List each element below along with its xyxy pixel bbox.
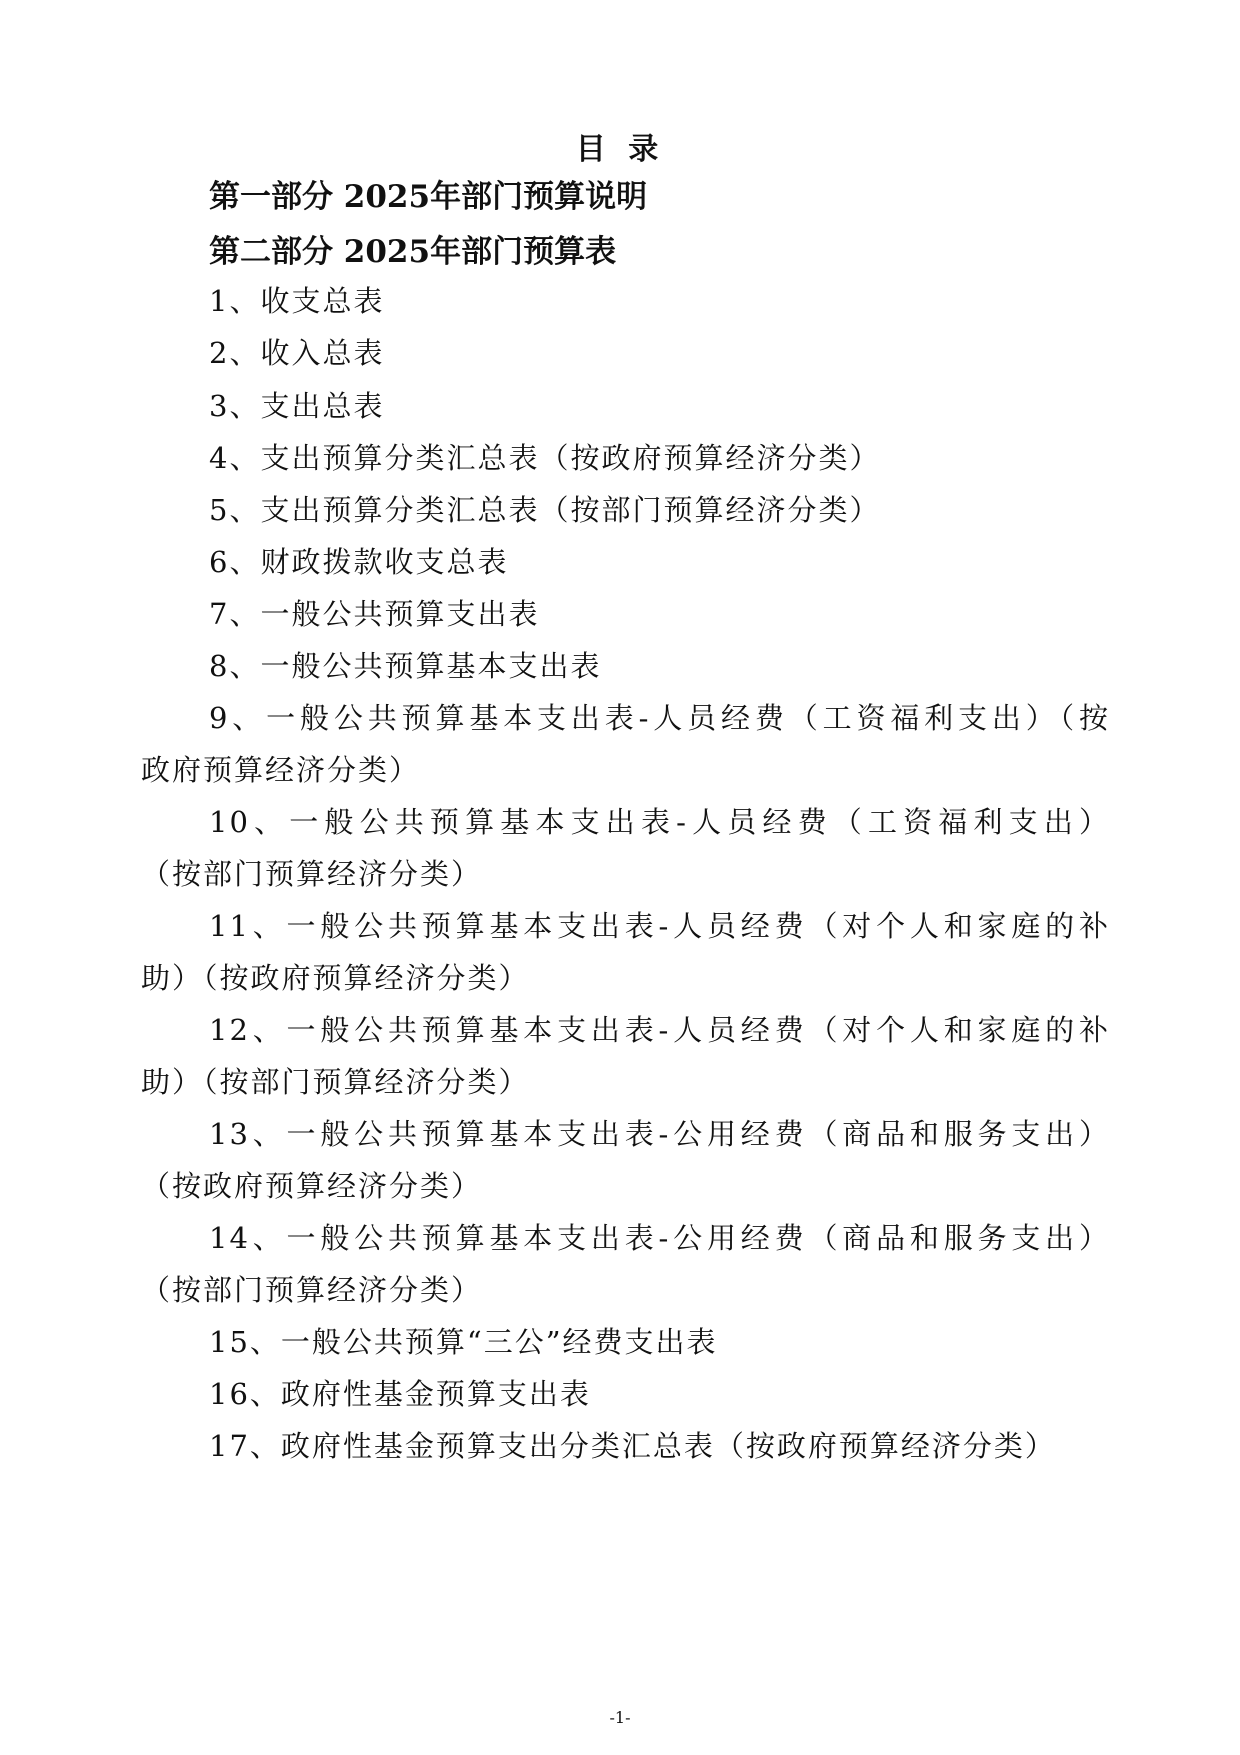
toc-item-5: 5、支出预算分类汇总表（按部门预算经济分类） xyxy=(209,493,881,527)
toc-item-2: 2、收入总表 xyxy=(209,336,385,370)
toc-item-9-line-2: 政府预算经济分类） xyxy=(141,753,421,787)
toc-item-9-line-1: 9、一般公共预算基本支出表-人员经费（工资福利支出）（按 xyxy=(209,701,1110,735)
toc-item-16: 16、政府性基金预算支出表 xyxy=(209,1377,591,1411)
toc-item-15: 15、一般公共预算“三公”经费支出表 xyxy=(209,1325,718,1359)
page-number: -1- xyxy=(609,1708,631,1727)
toc-item-14-line-1: 14、一般公共预算基本支出表-公用经费（商品和服务支出） xyxy=(209,1221,1110,1255)
toc-item-11-line-2: 助）（按政府预算经济分类） xyxy=(141,961,530,995)
toc-item-3: 3、支出总表 xyxy=(209,389,385,423)
toc-item-1: 1、收支总表 xyxy=(209,284,385,318)
toc-item-6: 6、财政拨款收支总表 xyxy=(209,545,509,579)
toc-part-1: 第一部分 2025年部门预算说明 xyxy=(209,179,648,215)
toc-item-12-line-2: 助）（按部门预算经济分类） xyxy=(141,1065,530,1099)
toc-item-11-line-1: 11、一般公共预算基本支出表-人员经费（对个人和家庭的补 xyxy=(209,909,1110,943)
toc-item-8: 8、一般公共预算基本支出表 xyxy=(209,649,602,683)
toc-item-13-line-2: （按政府预算经济分类） xyxy=(141,1169,483,1203)
toc-title: 目 录 xyxy=(575,132,665,167)
toc-item-10-line-1: 10、一般公共预算基本支出表-人员经费（工资福利支出） xyxy=(209,805,1110,839)
toc-item-7: 7、一般公共预算支出表 xyxy=(209,597,540,631)
toc-item-4: 4、支出预算分类汇总表（按政府预算经济分类） xyxy=(209,441,881,475)
toc-item-10-line-2: （按部门预算经济分类） xyxy=(141,857,483,891)
toc-item-13-line-1: 13、一般公共预算基本支出表-公用经费（商品和服务支出） xyxy=(209,1117,1110,1151)
toc-item-17: 17、政府性基金预算支出分类汇总表（按政府预算经济分类） xyxy=(209,1429,1056,1463)
toc-item-14-line-2: （按部门预算经济分类） xyxy=(141,1273,483,1307)
toc-item-12-line-1: 12、一般公共预算基本支出表-人员经费（对个人和家庭的补 xyxy=(209,1013,1110,1047)
toc-part-2: 第二部分 2025年部门预算表 xyxy=(209,234,617,270)
